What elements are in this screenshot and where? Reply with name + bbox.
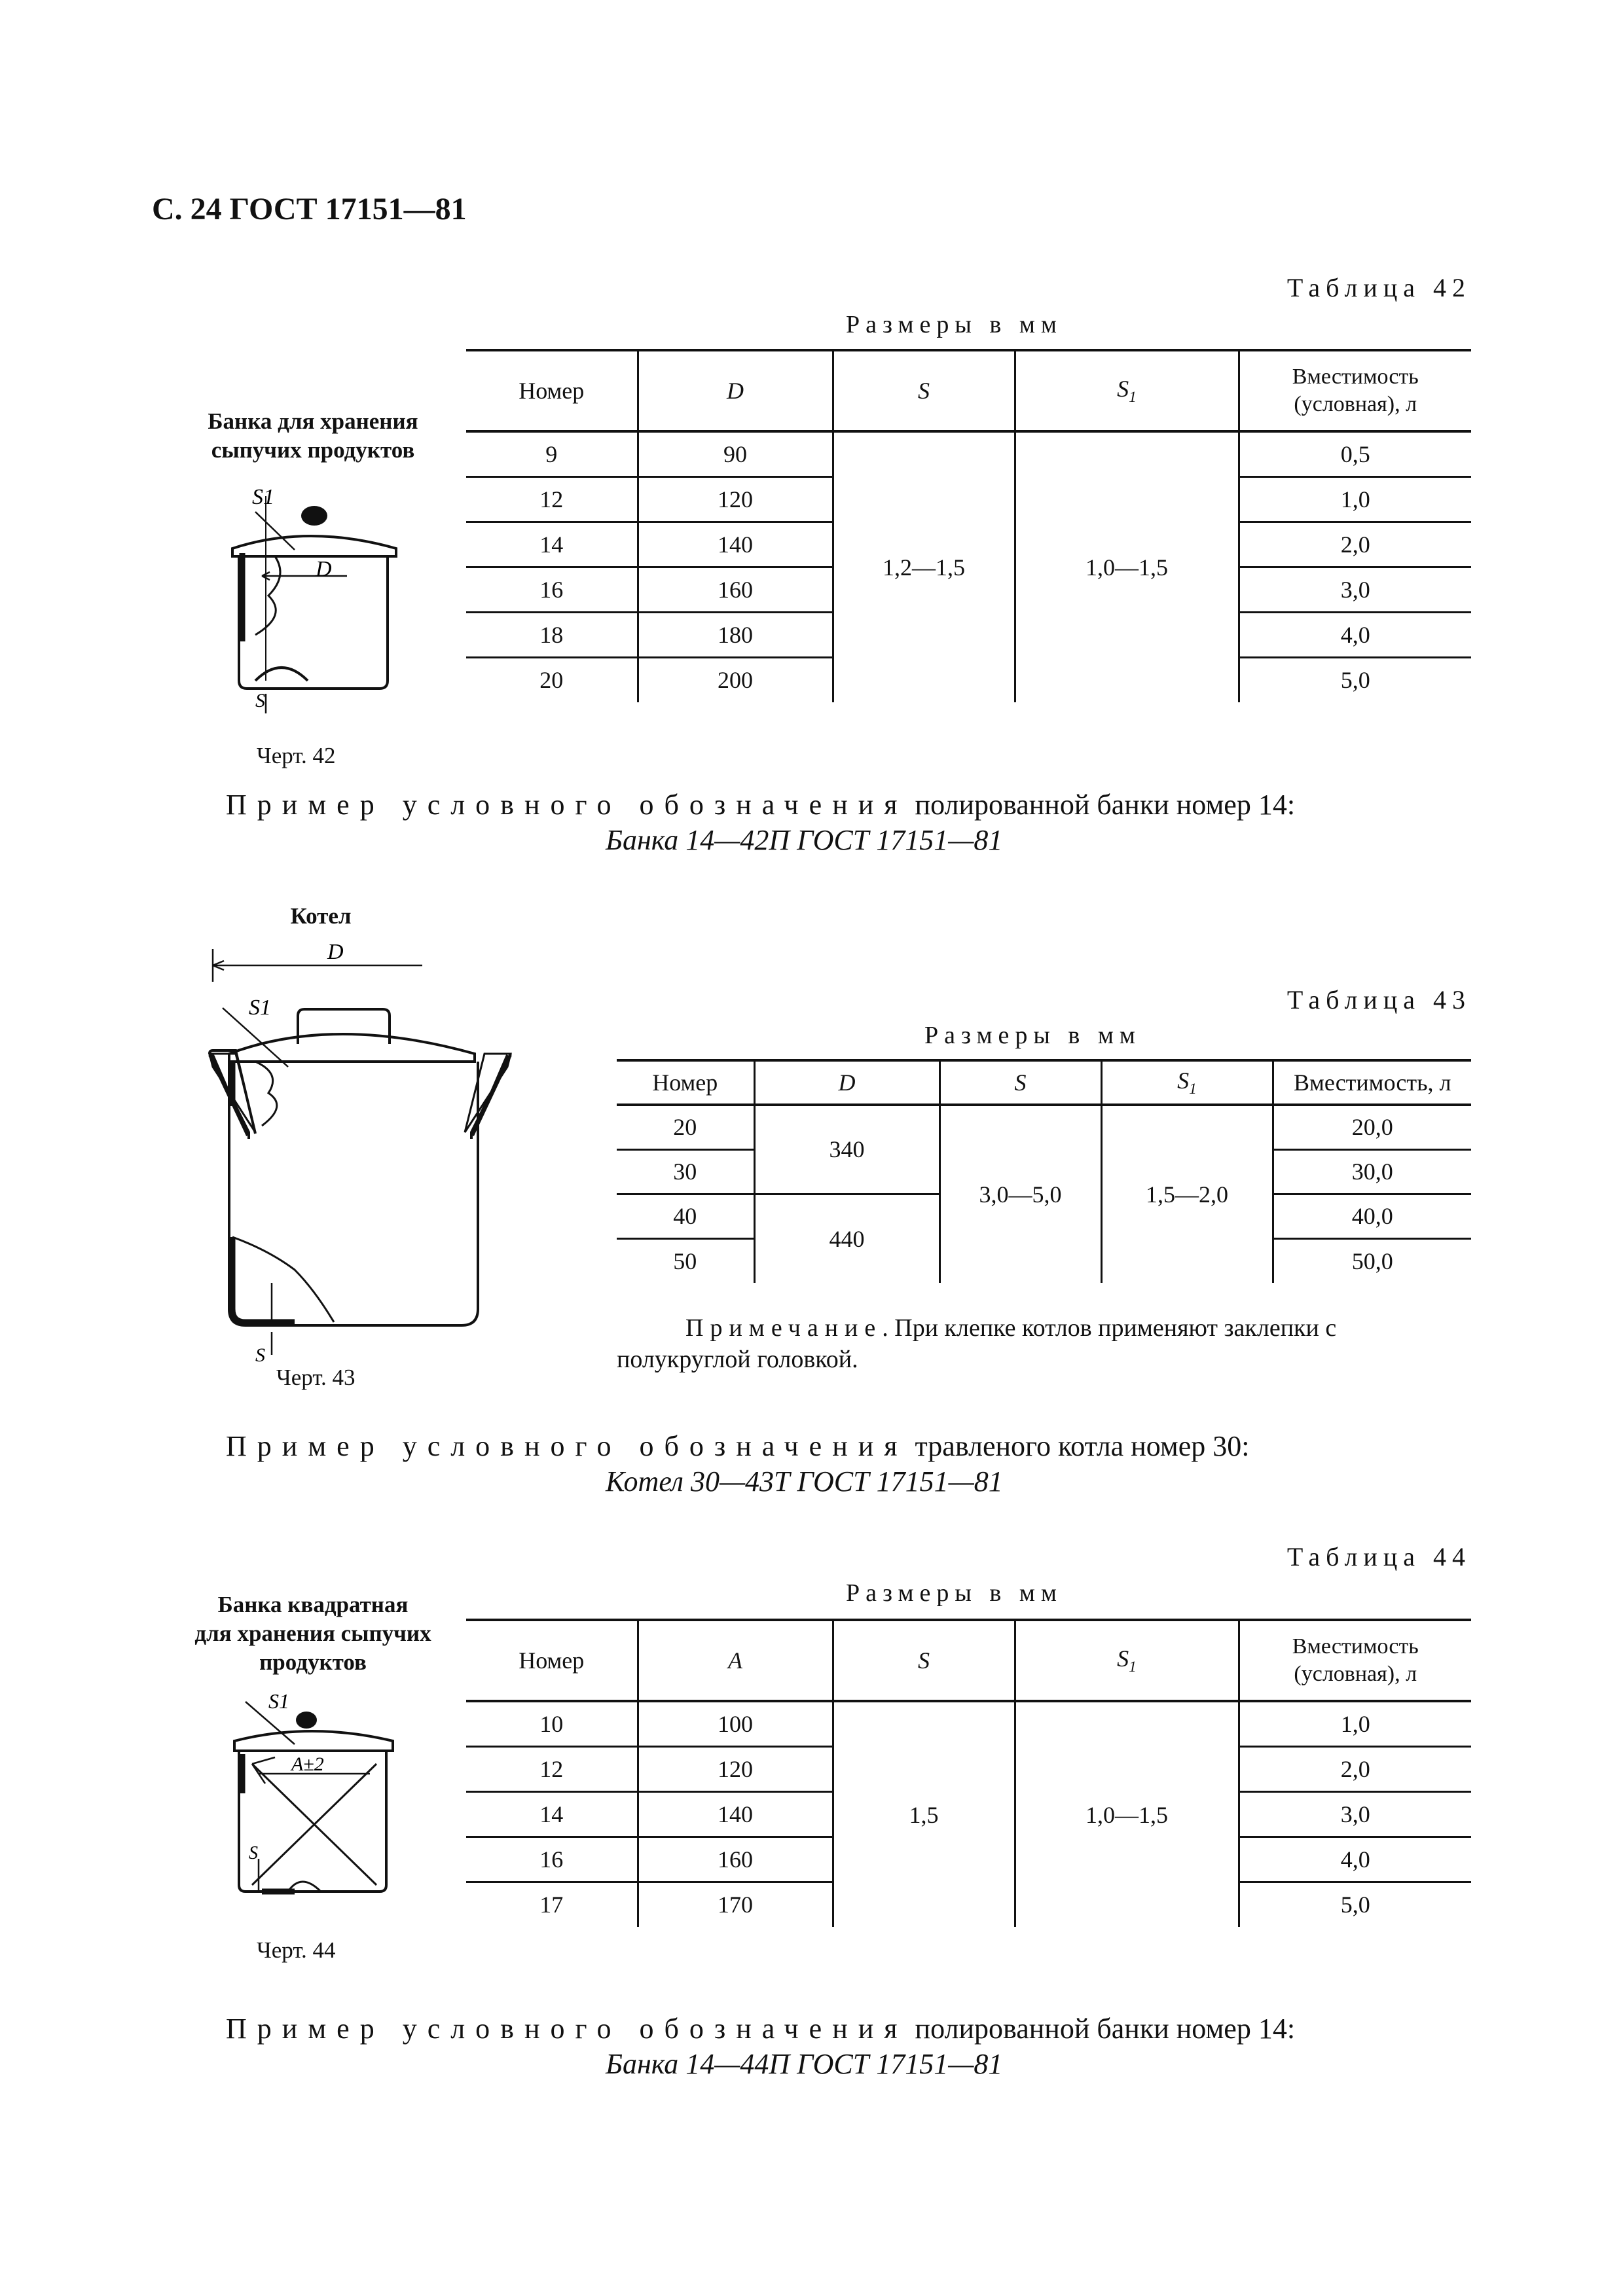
table-44-header: A bbox=[638, 1620, 833, 1701]
table-42-sizes-label: Размеры в мм bbox=[846, 311, 1063, 338]
table-42-cell: 120 bbox=[638, 476, 833, 522]
table-44-cell: 12 bbox=[466, 1746, 638, 1791]
table-44-header: $S_1$ bbox=[1015, 1620, 1239, 1701]
figure-44-label: Черт. 44 bbox=[257, 1937, 336, 1963]
drawing-44-label: S bbox=[249, 1843, 258, 1863]
table-42-label: Таблица 42 bbox=[1286, 273, 1471, 302]
table-42-cell: 5,0 bbox=[1239, 657, 1471, 702]
example-42 bbox=[226, 785, 1295, 825]
table-42-cell: 12 bbox=[466, 476, 638, 522]
table-44-cell: 140 bbox=[638, 1791, 833, 1837]
table-42-cell: 160 bbox=[638, 567, 833, 612]
table-44-cell: 3,0 bbox=[1239, 1791, 1471, 1837]
table-44-header-line: Вместимость bbox=[1292, 1634, 1419, 1659]
table-42 bbox=[466, 349, 1471, 702]
table-42-header-line: Вместимость bbox=[1292, 365, 1419, 389]
drawing-43-label: D bbox=[327, 940, 344, 964]
table-43-cell: 40,0 bbox=[1273, 1194, 1471, 1238]
table-42-cell: 4,0 bbox=[1239, 612, 1471, 657]
note-43-text-line2: полукруглой головкой. bbox=[617, 1346, 858, 1373]
table-43-header: D bbox=[754, 1060, 939, 1105]
note-43-lead: Примечание bbox=[685, 1314, 883, 1342]
drawing-42-label: S1 bbox=[252, 485, 274, 509]
drawing-42-label: S bbox=[255, 690, 265, 711]
drawing-43-label: S1 bbox=[249, 996, 271, 1020]
drawing-44-caption-line: для хранения сыпучих bbox=[194, 1621, 431, 1646]
table-43-header: $S_1$ bbox=[1101, 1060, 1273, 1105]
table-42-cell: 16 bbox=[466, 567, 638, 612]
table-42-cell: 3,0 bbox=[1239, 567, 1471, 612]
table-42-cell: 2,0 bbox=[1239, 522, 1471, 567]
table-43-cell: 20 bbox=[617, 1105, 754, 1149]
table-44-cell-s1: 1,0—1,5 bbox=[1015, 1701, 1239, 1927]
example-43-lead: Пример условного обозначения bbox=[226, 1430, 908, 1462]
table-42-header: S bbox=[833, 350, 1015, 431]
drawing-42-caption bbox=[169, 407, 457, 465]
drawing-44-label: A±2 bbox=[291, 1753, 324, 1775]
example-44-text: полированной банки номер 14: bbox=[907, 2013, 1296, 2045]
table-44-cell: 10 bbox=[466, 1701, 638, 1746]
designation-42: Банка 14—42П ГОСТ 17151—81 bbox=[606, 824, 1003, 856]
table-43-header: Номер bbox=[617, 1060, 754, 1105]
table-42-header-line: (условная), л bbox=[1294, 392, 1417, 416]
note-43 bbox=[617, 1312, 1471, 1375]
table-43-sizes-label: Размеры в мм bbox=[924, 1022, 1141, 1049]
table-42-cell: 1,0 bbox=[1239, 476, 1471, 522]
table-42-cell: 18 bbox=[466, 612, 638, 657]
table-42-cell: 9 bbox=[466, 431, 638, 476]
table-42-cell: 20 bbox=[539, 667, 564, 694]
table-44-cell-s: 1,5 bbox=[833, 1701, 1015, 1927]
drawing-44-label: S1 bbox=[268, 1689, 289, 1713]
table-42-cell: 0,5 bbox=[1239, 431, 1471, 476]
example-43 bbox=[226, 1427, 1250, 1466]
table-44-header-line: (условная), л bbox=[1294, 1662, 1417, 1686]
table-42-header bbox=[1239, 350, 1471, 431]
drawing-43-caption: Котел bbox=[290, 903, 352, 929]
table-42-cell: 90 bbox=[638, 431, 833, 476]
table-44-cell: 16 bbox=[466, 1837, 638, 1882]
table-44-header: Номер bbox=[466, 1620, 638, 1701]
table-44-cell: 4,0 bbox=[1239, 1837, 1471, 1882]
figure-43-label: Черт. 43 bbox=[276, 1365, 356, 1390]
drawing-44 bbox=[223, 1689, 406, 1911]
table-42-header: $S_1$ bbox=[1015, 350, 1239, 431]
table-43-cell: 40 bbox=[617, 1194, 754, 1238]
table-42-cell-s: 1,2—1,5 bbox=[833, 431, 1015, 702]
table-43-cell-d: 340 bbox=[754, 1105, 939, 1194]
table-43 bbox=[617, 1059, 1471, 1283]
designation-43: Котел 30—43Т ГОСТ 17151—81 bbox=[606, 1465, 1003, 1498]
table-42-cell: 200 bbox=[638, 657, 833, 702]
drawing-43 bbox=[164, 940, 530, 1366]
page-header: С. 24 ГОСТ 17151—81 bbox=[152, 192, 467, 226]
table-44-cell: 120 bbox=[638, 1746, 833, 1791]
table-43-header: S bbox=[939, 1060, 1101, 1105]
table-44-cell: 100 bbox=[638, 1701, 833, 1746]
table-43-cell: 50 bbox=[673, 1247, 697, 1274]
table-43-cell: 50,0 bbox=[1273, 1238, 1471, 1283]
table-44-header: S bbox=[833, 1620, 1015, 1701]
table-44-cell: 170 bbox=[638, 1882, 833, 1927]
example-42-text: полированной банки номер 14: bbox=[907, 789, 1296, 821]
designation-44: Банка 14—44П ГОСТ 17151—81 bbox=[606, 2048, 1003, 2080]
table-42-cell-s1: 1,0—1,5 bbox=[1015, 431, 1239, 702]
drawing-44-caption-line: Банка квадратная bbox=[217, 1592, 409, 1617]
table-44-label: Таблица 44 bbox=[1286, 1542, 1471, 1571]
drawing-44-caption-line: продуктов bbox=[259, 1649, 367, 1675]
table-43-cell-s: 3,0—5,0 bbox=[939, 1105, 1101, 1283]
drawing-44-caption bbox=[162, 1590, 464, 1677]
table-44 bbox=[466, 1619, 1471, 1927]
table-43-cell-d: 440 bbox=[754, 1194, 939, 1283]
table-44-cell: 5,0 bbox=[1239, 1882, 1471, 1927]
drawing-42 bbox=[216, 484, 419, 720]
figure-42-label: Черт. 42 bbox=[257, 743, 336, 768]
example-43-text: травленого котла номер 30: bbox=[907, 1430, 1250, 1462]
table-44-cell: 17 bbox=[539, 1892, 564, 1918]
table-43-cell: 20,0 bbox=[1273, 1105, 1471, 1149]
table-42-header: D bbox=[638, 350, 833, 431]
table-43-cell-s1: 1,5—2,0 bbox=[1101, 1105, 1273, 1283]
table-43-header: Вместимость, л bbox=[1273, 1060, 1471, 1105]
table-42-cell: 140 bbox=[638, 522, 833, 567]
drawing-42-label: D bbox=[316, 557, 332, 581]
table-44-cell: 14 bbox=[466, 1791, 638, 1837]
table-43-label: Таблица 43 bbox=[1286, 985, 1471, 1014]
note-43-text: . При клепке котлов применяют заклепки с bbox=[882, 1314, 1337, 1342]
table-43-cell: 30,0 bbox=[1273, 1149, 1471, 1194]
drawing-42-caption-line: сыпучих продуктов bbox=[211, 437, 415, 463]
table-42-header: Номер bbox=[466, 350, 638, 431]
example-44-lead: Пример условного обозначения bbox=[226, 2013, 908, 2045]
table-42-cell: 180 bbox=[638, 612, 833, 657]
drawing-43-label: S bbox=[255, 1344, 265, 1366]
table-44-cell: 1,0 bbox=[1239, 1701, 1471, 1746]
example-42-lead: Пример условного обозначения bbox=[226, 789, 908, 821]
drawing-42-caption-line: Банка для хранения bbox=[208, 408, 418, 434]
table-44-sizes-label: Размеры в мм bbox=[846, 1579, 1063, 1607]
table-44-cell: 2,0 bbox=[1239, 1746, 1471, 1791]
table-44-header bbox=[1239, 1620, 1471, 1701]
table-42-cell: 14 bbox=[466, 522, 638, 567]
table-43-cell: 30 bbox=[617, 1149, 754, 1194]
table-44-cell: 160 bbox=[638, 1837, 833, 1882]
example-44 bbox=[226, 2009, 1295, 2049]
